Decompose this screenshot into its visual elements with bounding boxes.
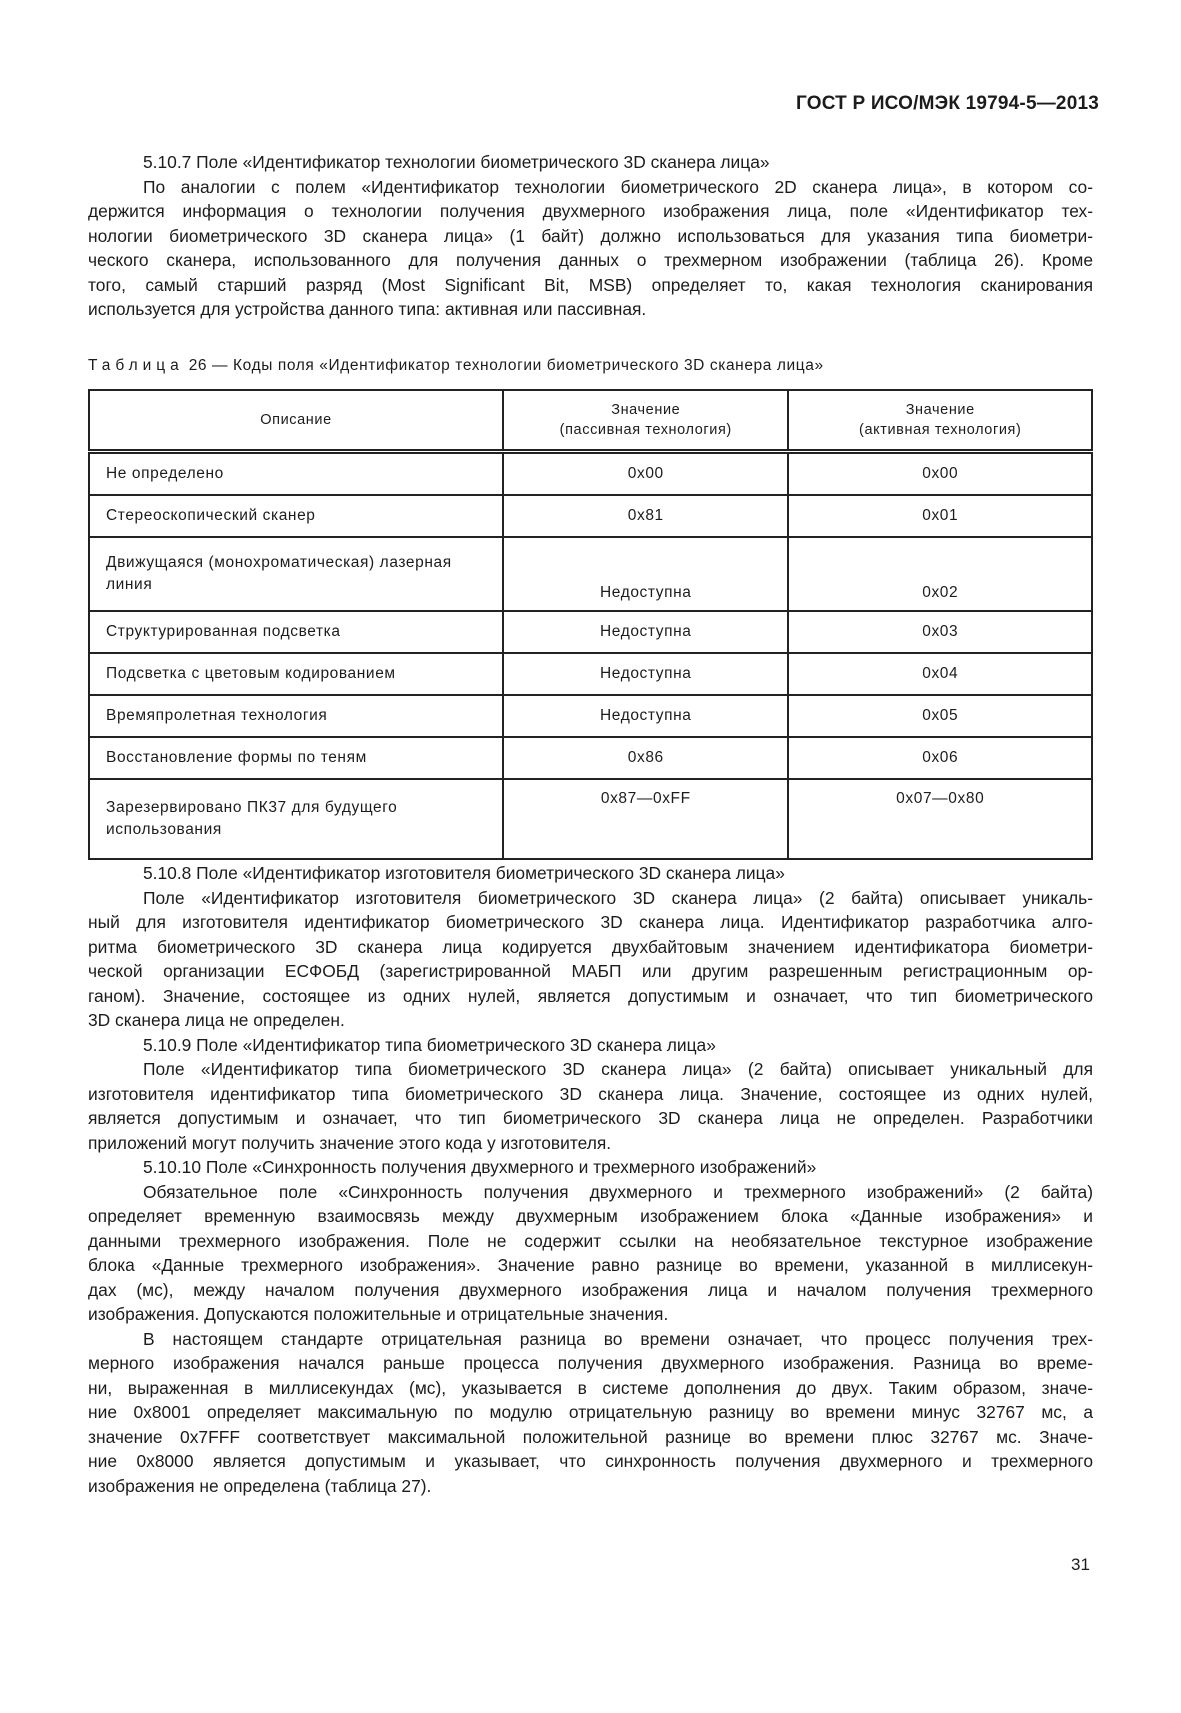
cell-active: 0x03	[788, 611, 1092, 653]
cell-active: 0x06	[788, 737, 1092, 779]
table-row	[89, 611, 1092, 653]
document-code-header: ГОСТ Р ИСО/МЭК 19794-5—2013	[796, 93, 1099, 114]
paragraph-line: ние 0x8000 является допустимым и указывает, что синхронность получения двухмерного и трехмерного	[88, 1451, 1093, 1471]
header-description: Описание	[89, 390, 503, 452]
paragraph-line: ганом). Значение, состоящее из одних нулей, является допустимым и означает, что тип биометрического	[88, 985, 1093, 1006]
paragraph-line: приложений могут получить значение этого кода у изготовителя.	[88, 1132, 612, 1153]
paragraph-line: блока «Данные трехмерного изображения». Значение равно разнице во времени, указанной в миллисекун-	[88, 1255, 1093, 1275]
paragraph-line: По аналогии с полем «Идентификатор технологии биометрического 2D сканера лица», в котором со-	[143, 176, 1093, 197]
table-row	[89, 695, 1092, 737]
cell-active: 0x04	[788, 653, 1092, 695]
paragraph-line: ние 0x8001 определяет максимальную по модулю отрицательную разницу во времени минус 32767 мс, а	[88, 1402, 1093, 1422]
cell-passive: 0x86	[503, 737, 788, 779]
cell-active: 0x07—0x80	[788, 779, 1092, 859]
codes-table	[88, 389, 1093, 860]
section-heading: 5.10.8 Поле «Идентификатор изготовителя биометрического 3D сканера лица»	[143, 863, 785, 883]
paragraph-line: определяет временную взаимосвязь между двухмерным изображением блока «Данные изображения» и	[88, 1206, 1093, 1226]
section-heading: 5.10.10 Поле «Синхронность получения двухмерного и трехмерного изображений»	[143, 1157, 817, 1177]
paragraph-line: ни, выраженная в миллисекундах (мс), указывается в системе дополнения до двух. Таким образом, значе-	[88, 1377, 1093, 1398]
paragraph-line: ческой организации ЕСФОБД (зарегистрированной МАБП или другим разрешенным регистрационным ор-	[88, 961, 1093, 981]
cell-description: Подсветка с цветовым кодированием	[89, 653, 503, 695]
paragraph-line: Обязательное поле «Синхронность получения двухмерного и трехмерного изображений» (2 байта)	[143, 1181, 1093, 1202]
table-caption-label: Таблица	[88, 357, 184, 374]
table-row	[89, 737, 1092, 779]
cell-description: Структурированная подсветка	[89, 611, 503, 653]
table-header-row	[89, 390, 1092, 452]
paragraph-line: 3D сканера лица не определен.	[88, 1010, 345, 1030]
cell-passive: 0x00	[503, 452, 788, 496]
paragraph-line: Поле «Идентификатор изготовителя биометрического 3D сканера лица» (2 байта) описывает уникаль-	[143, 887, 1093, 908]
cell-passive: 0x81	[503, 495, 788, 537]
section-heading: 5.10.9 Поле «Идентификатор типа биометрического 3D сканера лица»	[143, 1034, 716, 1055]
paragraph-line: значение 0x7FFF соответствует максимальной положительной разнице во времени плюс 32767 мс. Значе-	[88, 1426, 1093, 1447]
table-row	[89, 452, 1092, 496]
header-passive: Значение (пассивная технология)	[503, 390, 788, 452]
cell-active: 0x05	[788, 695, 1092, 737]
cell-description: Стереоскопический сканер	[89, 495, 503, 537]
header-active: Значение (активная технология)	[788, 390, 1092, 452]
paragraph-line: дах (мс), между началом получения двухмерного изображения лица и началом получения трехмерного	[88, 1279, 1093, 1300]
cell-description: Времяпролетная технология	[89, 695, 503, 737]
cell-description: Движущаяся (монохроматическая) лазерная линия	[89, 537, 503, 611]
cell-passive: Недоступна	[503, 537, 788, 611]
cell-description: Восстановление формы по теням	[89, 737, 503, 779]
paragraph-line: данными трехмерного изображения. Поле не содержит ссылки на необязательное текстурное изображение	[88, 1230, 1093, 1251]
paragraph-line: В настоящем стандарте отрицательная разница во времени означает, что процесс получения трех-	[143, 1328, 1093, 1349]
paragraph-line: изготовителя идентификатор типа биометрического 3D сканера лица. Значение, состоящее из одних нулей,	[88, 1083, 1093, 1104]
paragraph-line: ческого сканера, использованного для получения данных о трехмерном изображении (таблица 26). Кроме	[88, 250, 1093, 270]
table-caption-text: 26 — Коды поля «Идентификатор технологии биометрического 3D сканера лица»	[188, 357, 824, 374]
table-row	[89, 495, 1092, 537]
paragraph-line: того, самый старший разряд (Most Significant Bit, MSB) определяет то, какая технология сканирования	[88, 274, 1093, 295]
table-row	[89, 779, 1092, 859]
sections-5-10-8-to-5-10-10	[88, 861, 1093, 1498]
paragraph-line: является допустимым и означает, что тип биометрического 3D сканера лица не определен. Разработчики	[88, 1108, 1093, 1128]
cell-passive: 0x87—0xFF	[503, 779, 788, 859]
paragraph-line: мерного изображения начался раньше процесса получения двухмерного изображения. Разница во време-	[88, 1353, 1093, 1373]
cell-active: 0x00	[788, 452, 1092, 496]
cell-active: 0x01	[788, 495, 1092, 537]
paragraph-line: Поле «Идентификатор типа биометрического 3D сканера лица» (2 байта) описывает уникальный для	[143, 1059, 1093, 1079]
paragraph-line: ритма биометрического 3D сканера лица кодируется двухбайтовым значением идентификатора биометри-	[88, 936, 1093, 957]
cell-active: 0x02	[788, 537, 1092, 611]
paragraph-line: нологии биометрического 3D сканера лица» (1 байт) должно использоваться для указания типа биометри-	[88, 225, 1093, 246]
paragraph-line: изображения. Допускаются положительные и отрицательные значения.	[88, 1304, 669, 1324]
cell-passive: Недоступна	[503, 695, 788, 737]
paragraph-line: изображения не определена (таблица 27).	[88, 1475, 432, 1496]
section-heading: 5.10.7 Поле «Идентификатор технологии биометрического 3D сканера лица»	[143, 152, 770, 172]
cell-passive: Недоступна	[503, 653, 788, 695]
paragraph-line: используется для устройства данного типа: активная или пассивная.	[88, 299, 647, 319]
section-5-10-7	[88, 150, 1093, 322]
cell-description: Зарезервировано ПК37 для будущего использования	[89, 779, 503, 859]
cell-description: Не определено	[89, 452, 503, 496]
paragraph-line: ный для изготовителя идентификатор биометрического 3D сканера лица. Идентификатор разработчика алго-	[88, 912, 1093, 932]
table-row	[89, 537, 1092, 611]
page-number: 31	[1071, 1555, 1090, 1574]
table-caption	[88, 357, 824, 375]
paragraph-line: держится информация о технологии получения двухмерного изображения лица, поле «Идентификатор тех-	[88, 201, 1093, 221]
table-row	[89, 653, 1092, 695]
cell-passive: Недоступна	[503, 611, 788, 653]
